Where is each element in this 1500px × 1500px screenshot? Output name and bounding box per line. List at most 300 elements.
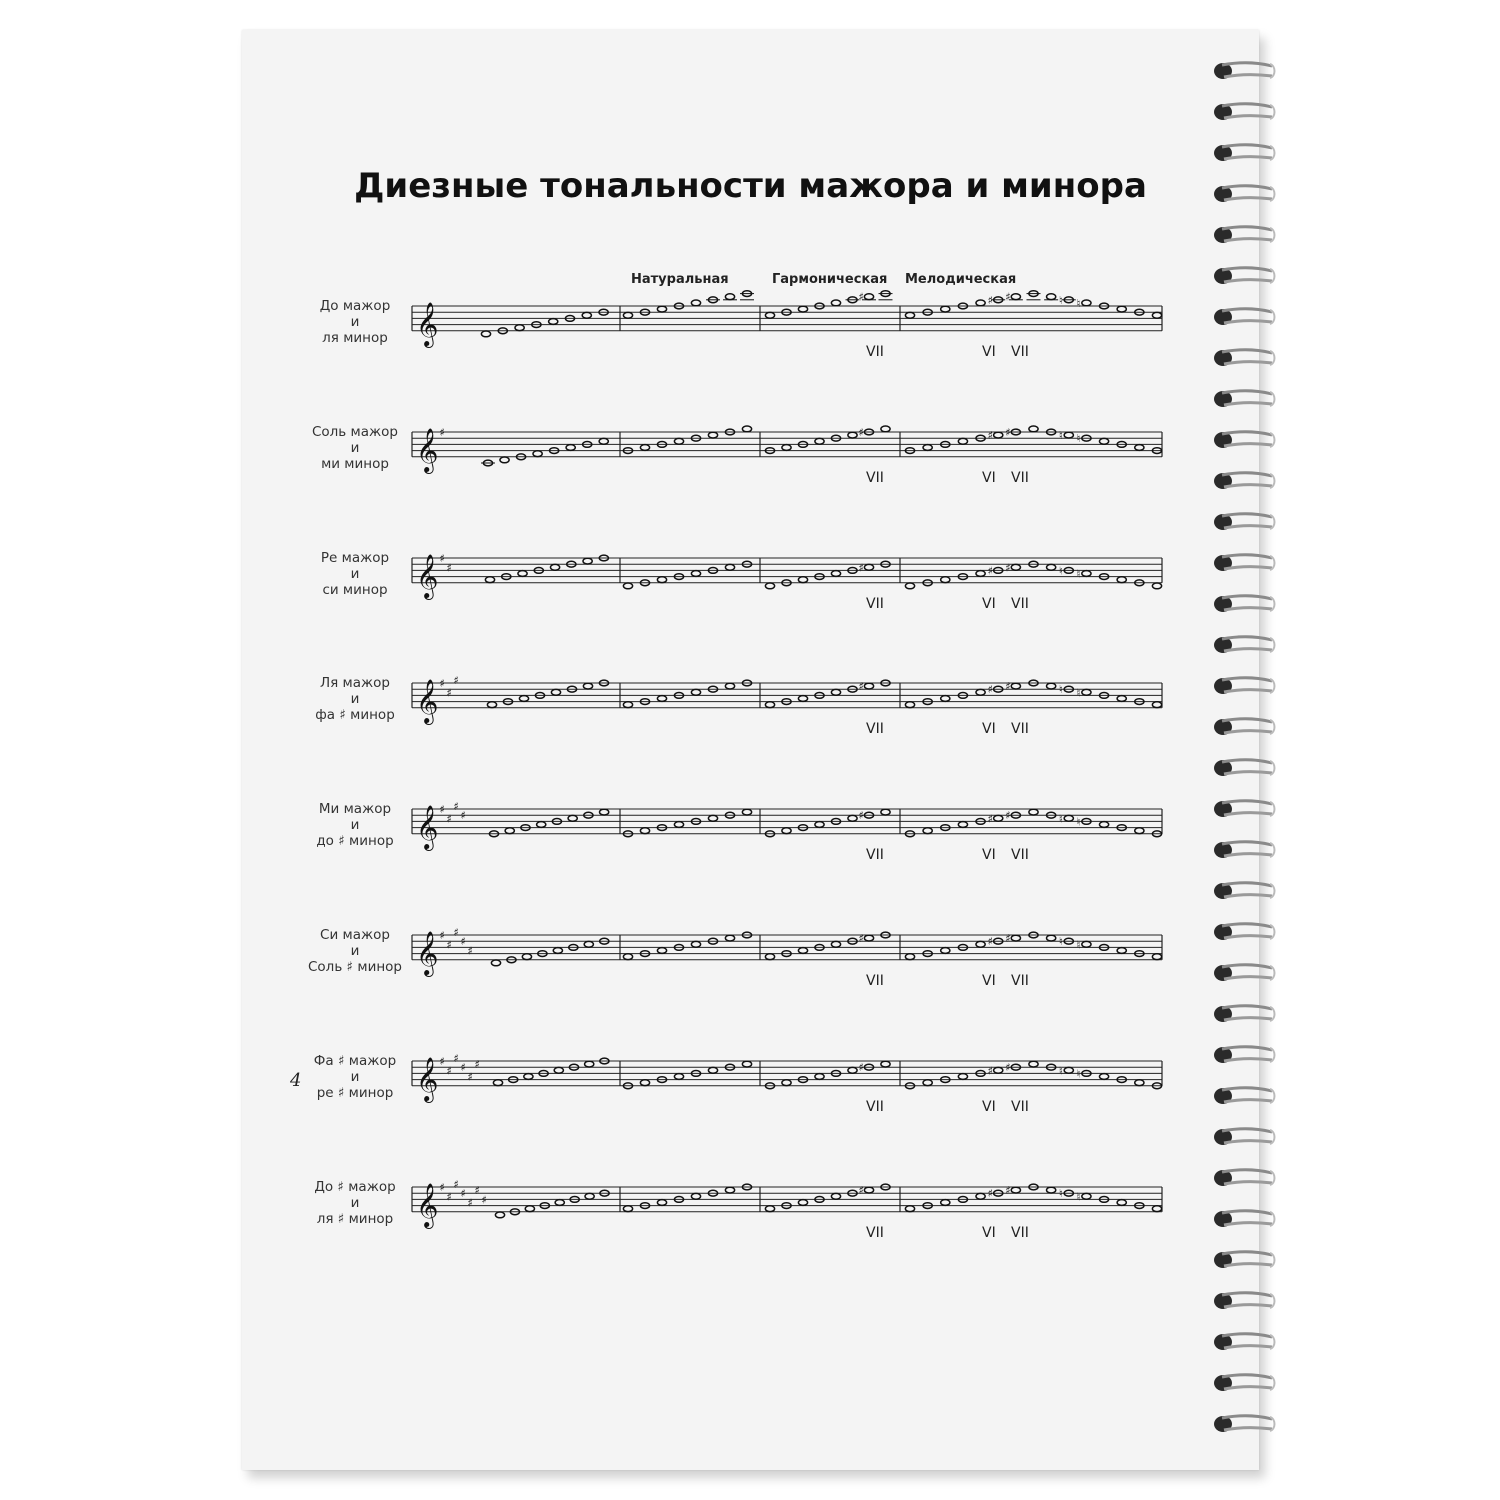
treble-clef-icon: 𝄞 bbox=[416, 679, 439, 724]
whole-note bbox=[1082, 1193, 1091, 1199]
melodic-sharp-icon: ♯ bbox=[1005, 560, 1011, 574]
whole-note bbox=[1029, 1061, 1038, 1067]
key-label bbox=[275, 424, 435, 472]
key-signature-sharp-icon: ♯ bbox=[439, 551, 445, 565]
whole-note bbox=[923, 444, 932, 450]
whole-note bbox=[765, 583, 774, 589]
key-label bbox=[275, 675, 435, 723]
whole-note bbox=[831, 300, 840, 306]
raised-seventh-sharp-icon: ♯ bbox=[858, 290, 864, 304]
whole-note bbox=[657, 696, 666, 702]
whole-note bbox=[708, 432, 717, 438]
whole-note bbox=[1099, 822, 1108, 828]
whole-note bbox=[905, 583, 914, 589]
whole-note bbox=[941, 696, 950, 702]
roman-numeral-harmonic: VII bbox=[866, 595, 884, 612]
key-label-line1: Ре мажор bbox=[320, 549, 390, 566]
key-label bbox=[275, 927, 435, 975]
key-signature-sharp-icon: ♯ bbox=[453, 800, 459, 814]
key-signature-sharp-icon: ♯ bbox=[460, 1060, 466, 1074]
key-signature-sharp-icon: ♯ bbox=[439, 1180, 445, 1194]
whole-note bbox=[798, 696, 807, 702]
spiral-ring-icon bbox=[1208, 1040, 1278, 1070]
key-label-line3: ля ♯ минор bbox=[316, 1210, 394, 1227]
whole-note bbox=[674, 822, 683, 828]
whole-note bbox=[782, 444, 791, 450]
whole-note bbox=[923, 1080, 932, 1086]
whole-note bbox=[1117, 1199, 1126, 1205]
whole-note bbox=[623, 1205, 632, 1211]
treble-clef-icon: 𝄞 bbox=[416, 1056, 439, 1101]
whole-note bbox=[623, 702, 632, 708]
spiral-ring-icon bbox=[1208, 302, 1278, 332]
roman-numeral-melodic_vi: VI bbox=[982, 1098, 996, 1115]
whole-note bbox=[905, 954, 914, 960]
whole-note bbox=[515, 325, 524, 331]
whole-note bbox=[881, 426, 890, 432]
key-signature-sharp-icon: ♯ bbox=[439, 677, 445, 691]
raised-seventh-sharp-icon: ♯ bbox=[858, 809, 864, 823]
roman-numeral-melodic_vi: VI bbox=[982, 721, 996, 738]
whole-note bbox=[640, 444, 649, 450]
spiral-ring-icon bbox=[1208, 589, 1278, 619]
spiral-ring-icon bbox=[1208, 630, 1278, 660]
key-signature-sharp-icon: ♯ bbox=[460, 1186, 466, 1200]
whole-note bbox=[691, 1193, 700, 1199]
melodic-sharp-icon: ♯ bbox=[987, 563, 993, 577]
melodic-natural-icon: ♮ bbox=[1076, 815, 1081, 829]
whole-note bbox=[994, 432, 1003, 438]
whole-note bbox=[994, 1067, 1003, 1073]
key-signature-sharp-icon: ♯ bbox=[460, 809, 466, 823]
roman-numeral-melodic_vi: VI bbox=[982, 344, 996, 360]
music-staff bbox=[412, 800, 1162, 859]
spiral-ring-icon bbox=[1208, 1081, 1278, 1111]
whole-note bbox=[657, 948, 666, 954]
whole-note bbox=[905, 312, 914, 318]
whole-note bbox=[1099, 1073, 1108, 1079]
melodic-natural-icon: ♮ bbox=[1058, 428, 1063, 442]
spiral-ring-icon bbox=[1208, 712, 1278, 742]
whole-note bbox=[815, 822, 824, 828]
spiral-ring-icon bbox=[1208, 384, 1278, 414]
whole-note bbox=[864, 564, 873, 570]
whole-note bbox=[765, 312, 774, 318]
roman-numeral-harmonic: VII bbox=[866, 344, 884, 360]
melodic-natural-icon: ♮ bbox=[1058, 293, 1063, 307]
whole-note bbox=[905, 702, 914, 708]
melodic-natural-icon: ♮ bbox=[1058, 563, 1063, 577]
melodic-sharp-icon: ♯ bbox=[987, 683, 993, 697]
spiral-ring-icon bbox=[1208, 179, 1278, 209]
whole-note bbox=[1011, 564, 1020, 570]
key-signature-sharp-icon: ♯ bbox=[467, 944, 473, 958]
whole-note bbox=[522, 954, 531, 960]
key-label-line3: до ♯ минор bbox=[316, 833, 394, 850]
whole-note bbox=[1152, 1205, 1161, 1211]
whole-note bbox=[1135, 444, 1144, 450]
whole-note bbox=[691, 690, 700, 696]
whole-note bbox=[1082, 570, 1091, 576]
whole-note bbox=[725, 1187, 734, 1193]
key-signature-sharp-icon: ♯ bbox=[439, 425, 445, 439]
whole-note bbox=[550, 564, 559, 570]
whole-note bbox=[657, 576, 666, 582]
key-label-line1: Фа ♯ мажор bbox=[313, 1052, 397, 1069]
whole-note bbox=[674, 438, 683, 444]
raised-seventh-sharp-icon: ♯ bbox=[858, 1060, 864, 1074]
page-number: 4 bbox=[290, 1070, 302, 1091]
whole-note bbox=[553, 948, 562, 954]
music-staff bbox=[412, 290, 1162, 356]
whole-note bbox=[958, 438, 967, 444]
key-signature-sharp-icon: ♯ bbox=[467, 1196, 473, 1210]
key-label-line2: и bbox=[350, 943, 360, 959]
spiral-ring-icon bbox=[1208, 917, 1278, 947]
melodic-natural-icon: ♮ bbox=[1058, 935, 1063, 949]
key-signature-sharp-icon: ♯ bbox=[446, 938, 452, 952]
raised-seventh-sharp-icon: ♯ bbox=[858, 425, 864, 439]
whole-note bbox=[487, 702, 496, 708]
spiral-ring-icon bbox=[1208, 958, 1278, 988]
whole-note bbox=[765, 954, 774, 960]
whole-note bbox=[976, 570, 985, 576]
whole-note bbox=[782, 1080, 791, 1086]
whole-note bbox=[600, 809, 609, 815]
spiral-ring-icon bbox=[1208, 261, 1278, 291]
whole-note bbox=[725, 935, 734, 941]
key-label-line2: и bbox=[350, 817, 360, 834]
whole-note bbox=[923, 828, 932, 834]
whole-note bbox=[1064, 432, 1073, 438]
melodic-sharp-icon: ♯ bbox=[987, 428, 993, 442]
whole-note bbox=[831, 1193, 840, 1199]
treble-clef-icon: 𝄞 bbox=[416, 1182, 439, 1227]
whole-note bbox=[585, 1193, 594, 1199]
whole-note bbox=[1117, 306, 1126, 312]
key-signature-sharp-icon: ♯ bbox=[453, 1177, 459, 1191]
whole-note bbox=[525, 1205, 534, 1211]
key-label-line1: До ♯ мажор bbox=[314, 1178, 396, 1195]
whole-note bbox=[691, 941, 700, 947]
spiral-ring-icon bbox=[1208, 507, 1278, 537]
whole-note bbox=[848, 432, 857, 438]
whole-note bbox=[1047, 684, 1056, 690]
whole-note bbox=[905, 1205, 914, 1211]
music-staff bbox=[412, 426, 1162, 482]
key-signature-sharp-icon: ♯ bbox=[446, 560, 452, 574]
whole-note bbox=[881, 1061, 890, 1067]
roman-numeral-harmonic: VII bbox=[866, 721, 884, 738]
spiral-ring-icon bbox=[1208, 1368, 1278, 1398]
music-staff bbox=[412, 674, 1162, 733]
whole-note bbox=[505, 828, 514, 834]
melodic-natural-icon: ♮ bbox=[1058, 1186, 1063, 1200]
melodic-natural-icon: ♮ bbox=[1076, 686, 1081, 700]
whole-note bbox=[742, 1061, 751, 1067]
whole-note bbox=[765, 702, 774, 708]
whole-note bbox=[568, 816, 577, 822]
melodic-sharp-icon: ♯ bbox=[1005, 809, 1011, 823]
spiral-ring-icon bbox=[1208, 138, 1278, 168]
spiral-ring-icon bbox=[1208, 1245, 1278, 1275]
spiral-ring-icon bbox=[1208, 794, 1278, 824]
whole-note bbox=[848, 1067, 857, 1073]
key-signature-sharp-icon: ♯ bbox=[453, 1051, 459, 1065]
roman-numeral-melodic_vii: VII bbox=[1011, 847, 1029, 864]
notebook-page bbox=[242, 30, 1259, 1470]
whole-note bbox=[554, 1067, 563, 1073]
whole-note bbox=[623, 954, 632, 960]
key-signature-sharp-icon: ♯ bbox=[453, 674, 459, 688]
whole-note bbox=[725, 684, 734, 690]
melodic-sharp-icon: ♯ bbox=[987, 1064, 993, 1078]
spiral-ring-icon bbox=[1208, 753, 1278, 783]
whole-note bbox=[742, 426, 751, 432]
whole-note bbox=[1064, 1067, 1073, 1073]
melodic-sharp-icon: ♯ bbox=[1005, 680, 1011, 694]
music-staff bbox=[412, 552, 1162, 608]
whole-note bbox=[491, 960, 500, 966]
whole-note bbox=[1029, 426, 1038, 432]
spiral-ring-icon bbox=[1208, 548, 1278, 578]
whole-note bbox=[994, 816, 1003, 822]
whole-note bbox=[555, 1199, 564, 1205]
whole-note bbox=[599, 438, 608, 444]
key-label-line3: ля минор bbox=[322, 330, 388, 346]
melodic-sharp-icon: ♯ bbox=[1005, 1060, 1011, 1074]
whole-note bbox=[815, 438, 824, 444]
whole-note bbox=[798, 576, 807, 582]
whole-note bbox=[551, 690, 560, 696]
spiral-ring-icon bbox=[1208, 1122, 1278, 1152]
key-label-line1: До мажор bbox=[319, 298, 391, 314]
whole-note bbox=[976, 300, 985, 306]
whole-note bbox=[623, 312, 632, 318]
key-signature-sharp-icon: ♯ bbox=[446, 1064, 452, 1078]
treble-clef-icon: 𝄞 bbox=[416, 301, 439, 346]
spiral-ring-icon bbox=[1208, 1163, 1278, 1193]
whole-note bbox=[533, 451, 542, 457]
key-label-line2: и bbox=[350, 314, 360, 330]
music-staff bbox=[412, 1051, 1162, 1111]
whole-note bbox=[1135, 828, 1144, 834]
whole-note bbox=[500, 457, 509, 463]
whole-note bbox=[1029, 809, 1038, 815]
whole-note bbox=[1152, 583, 1161, 589]
key-signature-sharp-icon: ♯ bbox=[446, 686, 452, 700]
key-label-line2: и bbox=[350, 565, 360, 582]
melodic-natural-icon: ♮ bbox=[1076, 296, 1081, 310]
roman-numeral-harmonic: VII bbox=[866, 469, 884, 486]
spiral-ring-icon bbox=[1208, 671, 1278, 701]
whole-note bbox=[864, 935, 873, 941]
key-label-line3: фа ♯ минор bbox=[315, 707, 395, 724]
key-label bbox=[275, 1179, 435, 1227]
whole-note bbox=[941, 1199, 950, 1205]
key-label-line3: Соль ♯ минор bbox=[308, 959, 402, 975]
roman-numeral-harmonic: VII bbox=[866, 973, 884, 989]
whole-note bbox=[798, 1199, 807, 1205]
melodic-sharp-icon: ♯ bbox=[1005, 290, 1011, 304]
whole-note bbox=[798, 948, 807, 954]
roman-numeral-melodic_vii: VII bbox=[1011, 973, 1029, 989]
whole-note bbox=[815, 1073, 824, 1079]
melodic-natural-icon: ♮ bbox=[1058, 1064, 1063, 1078]
melodic-natural-icon: ♮ bbox=[1058, 812, 1063, 826]
roman-numeral-melodic_vi: VI bbox=[982, 847, 996, 864]
key-signature-sharp-icon: ♯ bbox=[481, 1192, 487, 1206]
melodic-natural-icon: ♮ bbox=[1076, 938, 1081, 952]
raised-seventh-sharp-icon: ♯ bbox=[858, 932, 864, 946]
key-label-line1: Соль мажор bbox=[311, 423, 398, 440]
whole-note bbox=[1117, 696, 1126, 702]
spiral-ring-icon bbox=[1208, 343, 1278, 373]
roman-numeral-melodic_vi: VI bbox=[982, 973, 996, 989]
whole-note bbox=[691, 570, 700, 576]
whole-note bbox=[782, 828, 791, 834]
whole-note bbox=[584, 941, 593, 947]
whole-note bbox=[976, 941, 985, 947]
melodic-natural-icon: ♮ bbox=[1076, 1067, 1081, 1081]
key-signature-sharp-icon: ♯ bbox=[467, 1070, 473, 1084]
spiral-ring-icon bbox=[1208, 425, 1278, 455]
spiral-ring-icon bbox=[1208, 1286, 1278, 1316]
roman-numeral-melodic_vi: VI bbox=[982, 469, 996, 486]
whole-note bbox=[831, 690, 840, 696]
whole-note bbox=[519, 696, 528, 702]
whole-note bbox=[976, 1193, 985, 1199]
whole-note bbox=[1011, 1187, 1020, 1193]
whole-note bbox=[657, 1199, 666, 1205]
key-signature-sharp-icon: ♯ bbox=[474, 1183, 480, 1197]
key-label-line3: си минор bbox=[322, 581, 388, 598]
roman-numeral-harmonic: VII bbox=[866, 847, 884, 864]
whole-note bbox=[1047, 935, 1056, 941]
melodic-sharp-icon: ♯ bbox=[987, 293, 993, 307]
key-signature-sharp-icon: ♯ bbox=[439, 1054, 445, 1068]
whole-note bbox=[1064, 816, 1073, 822]
roman-numeral-melodic_vi: VI bbox=[982, 1224, 996, 1241]
melodic-sharp-icon: ♯ bbox=[987, 935, 993, 949]
whole-note bbox=[831, 941, 840, 947]
whole-note bbox=[623, 583, 632, 589]
key-label-line2: и bbox=[350, 1068, 360, 1085]
key-signature-sharp-icon: ♯ bbox=[474, 1057, 480, 1071]
roman-numeral-melodic_vii: VII bbox=[1011, 595, 1029, 612]
key-label-line2: и bbox=[350, 691, 360, 708]
roman-numeral-melodic_vii: VII bbox=[1011, 469, 1029, 486]
whole-note bbox=[1082, 941, 1091, 947]
whole-note bbox=[583, 558, 592, 564]
spiral-ring-icon bbox=[1208, 876, 1278, 906]
whole-note bbox=[1047, 564, 1056, 570]
spiral-ring-icon bbox=[1208, 56, 1278, 86]
raised-seventh-sharp-icon: ♯ bbox=[858, 1183, 864, 1197]
whole-note bbox=[958, 1073, 967, 1079]
whole-note bbox=[640, 1080, 649, 1086]
whole-note bbox=[481, 331, 490, 337]
raised-seventh-sharp-icon: ♯ bbox=[858, 680, 864, 694]
whole-note bbox=[1011, 935, 1020, 941]
whole-note bbox=[1117, 576, 1126, 582]
whole-note bbox=[708, 816, 717, 822]
melodic-natural-icon: ♮ bbox=[1076, 567, 1081, 581]
whole-note bbox=[941, 576, 950, 582]
treble-clef-icon: 𝄞 bbox=[416, 553, 439, 598]
whole-note bbox=[549, 319, 558, 325]
spiral-ring-icon bbox=[1208, 466, 1278, 496]
whole-note bbox=[941, 306, 950, 312]
raised-seventh-sharp-icon: ♯ bbox=[858, 560, 864, 574]
spiral-ring-icon bbox=[1208, 835, 1278, 865]
whole-note bbox=[537, 822, 546, 828]
whole-note bbox=[674, 1073, 683, 1079]
key-label-line1: Ля мажор bbox=[319, 675, 390, 692]
whole-note bbox=[864, 1187, 873, 1193]
whole-note bbox=[585, 1061, 594, 1067]
melodic-sharp-icon: ♯ bbox=[987, 1186, 993, 1200]
key-label bbox=[275, 550, 435, 598]
whole-note bbox=[725, 564, 734, 570]
roman-numeral-melodic_vii: VII bbox=[1011, 344, 1029, 360]
header-natural: Натуральная bbox=[631, 272, 729, 287]
whole-note bbox=[976, 690, 985, 696]
whole-note bbox=[765, 1205, 774, 1211]
whole-note bbox=[848, 816, 857, 822]
key-label bbox=[275, 298, 435, 346]
melodic-sharp-icon: ♯ bbox=[1005, 425, 1011, 439]
whole-note bbox=[1082, 690, 1091, 696]
whole-note bbox=[941, 948, 950, 954]
key-signature-sharp-icon: ♯ bbox=[439, 929, 445, 942]
roman-numeral-melodic_vii: VII bbox=[1011, 1098, 1029, 1115]
whole-note bbox=[583, 684, 592, 690]
whole-note bbox=[742, 809, 751, 815]
whole-note bbox=[958, 822, 967, 828]
whole-note bbox=[1047, 1187, 1056, 1193]
melodic-natural-icon: ♮ bbox=[1076, 431, 1081, 445]
roman-numeral-melodic_vii: VII bbox=[1011, 721, 1029, 738]
whole-note bbox=[582, 312, 591, 318]
whole-note bbox=[798, 306, 807, 312]
treble-clef-icon: 𝄞 bbox=[416, 427, 439, 472]
whole-note bbox=[518, 570, 527, 576]
melodic-sharp-icon: ♯ bbox=[1005, 1183, 1011, 1197]
key-signature-sharp-icon: ♯ bbox=[446, 812, 452, 826]
spiral-ring-icon bbox=[1208, 999, 1278, 1029]
spiral-ring-icon bbox=[1208, 1204, 1278, 1234]
whole-note bbox=[1117, 948, 1126, 954]
roman-numeral-melodic_vi: VI bbox=[982, 595, 996, 612]
whole-note bbox=[1152, 954, 1161, 960]
whole-note bbox=[1152, 312, 1161, 318]
key-label-line1: Ми мажор bbox=[318, 801, 392, 818]
whole-note bbox=[1011, 684, 1020, 690]
whole-note bbox=[1099, 438, 1108, 444]
whole-note bbox=[1152, 702, 1161, 708]
whole-note bbox=[495, 1212, 504, 1218]
key-signature-sharp-icon: ♯ bbox=[446, 1189, 452, 1203]
whole-note bbox=[831, 570, 840, 576]
key-label-line2: и bbox=[350, 439, 360, 456]
whole-note bbox=[524, 1073, 533, 1079]
whole-note bbox=[566, 444, 575, 450]
music-staff bbox=[412, 1177, 1162, 1237]
whole-note bbox=[864, 684, 873, 690]
music-staff bbox=[412, 925, 1162, 985]
treble-clef-icon: 𝄞 bbox=[416, 804, 439, 849]
